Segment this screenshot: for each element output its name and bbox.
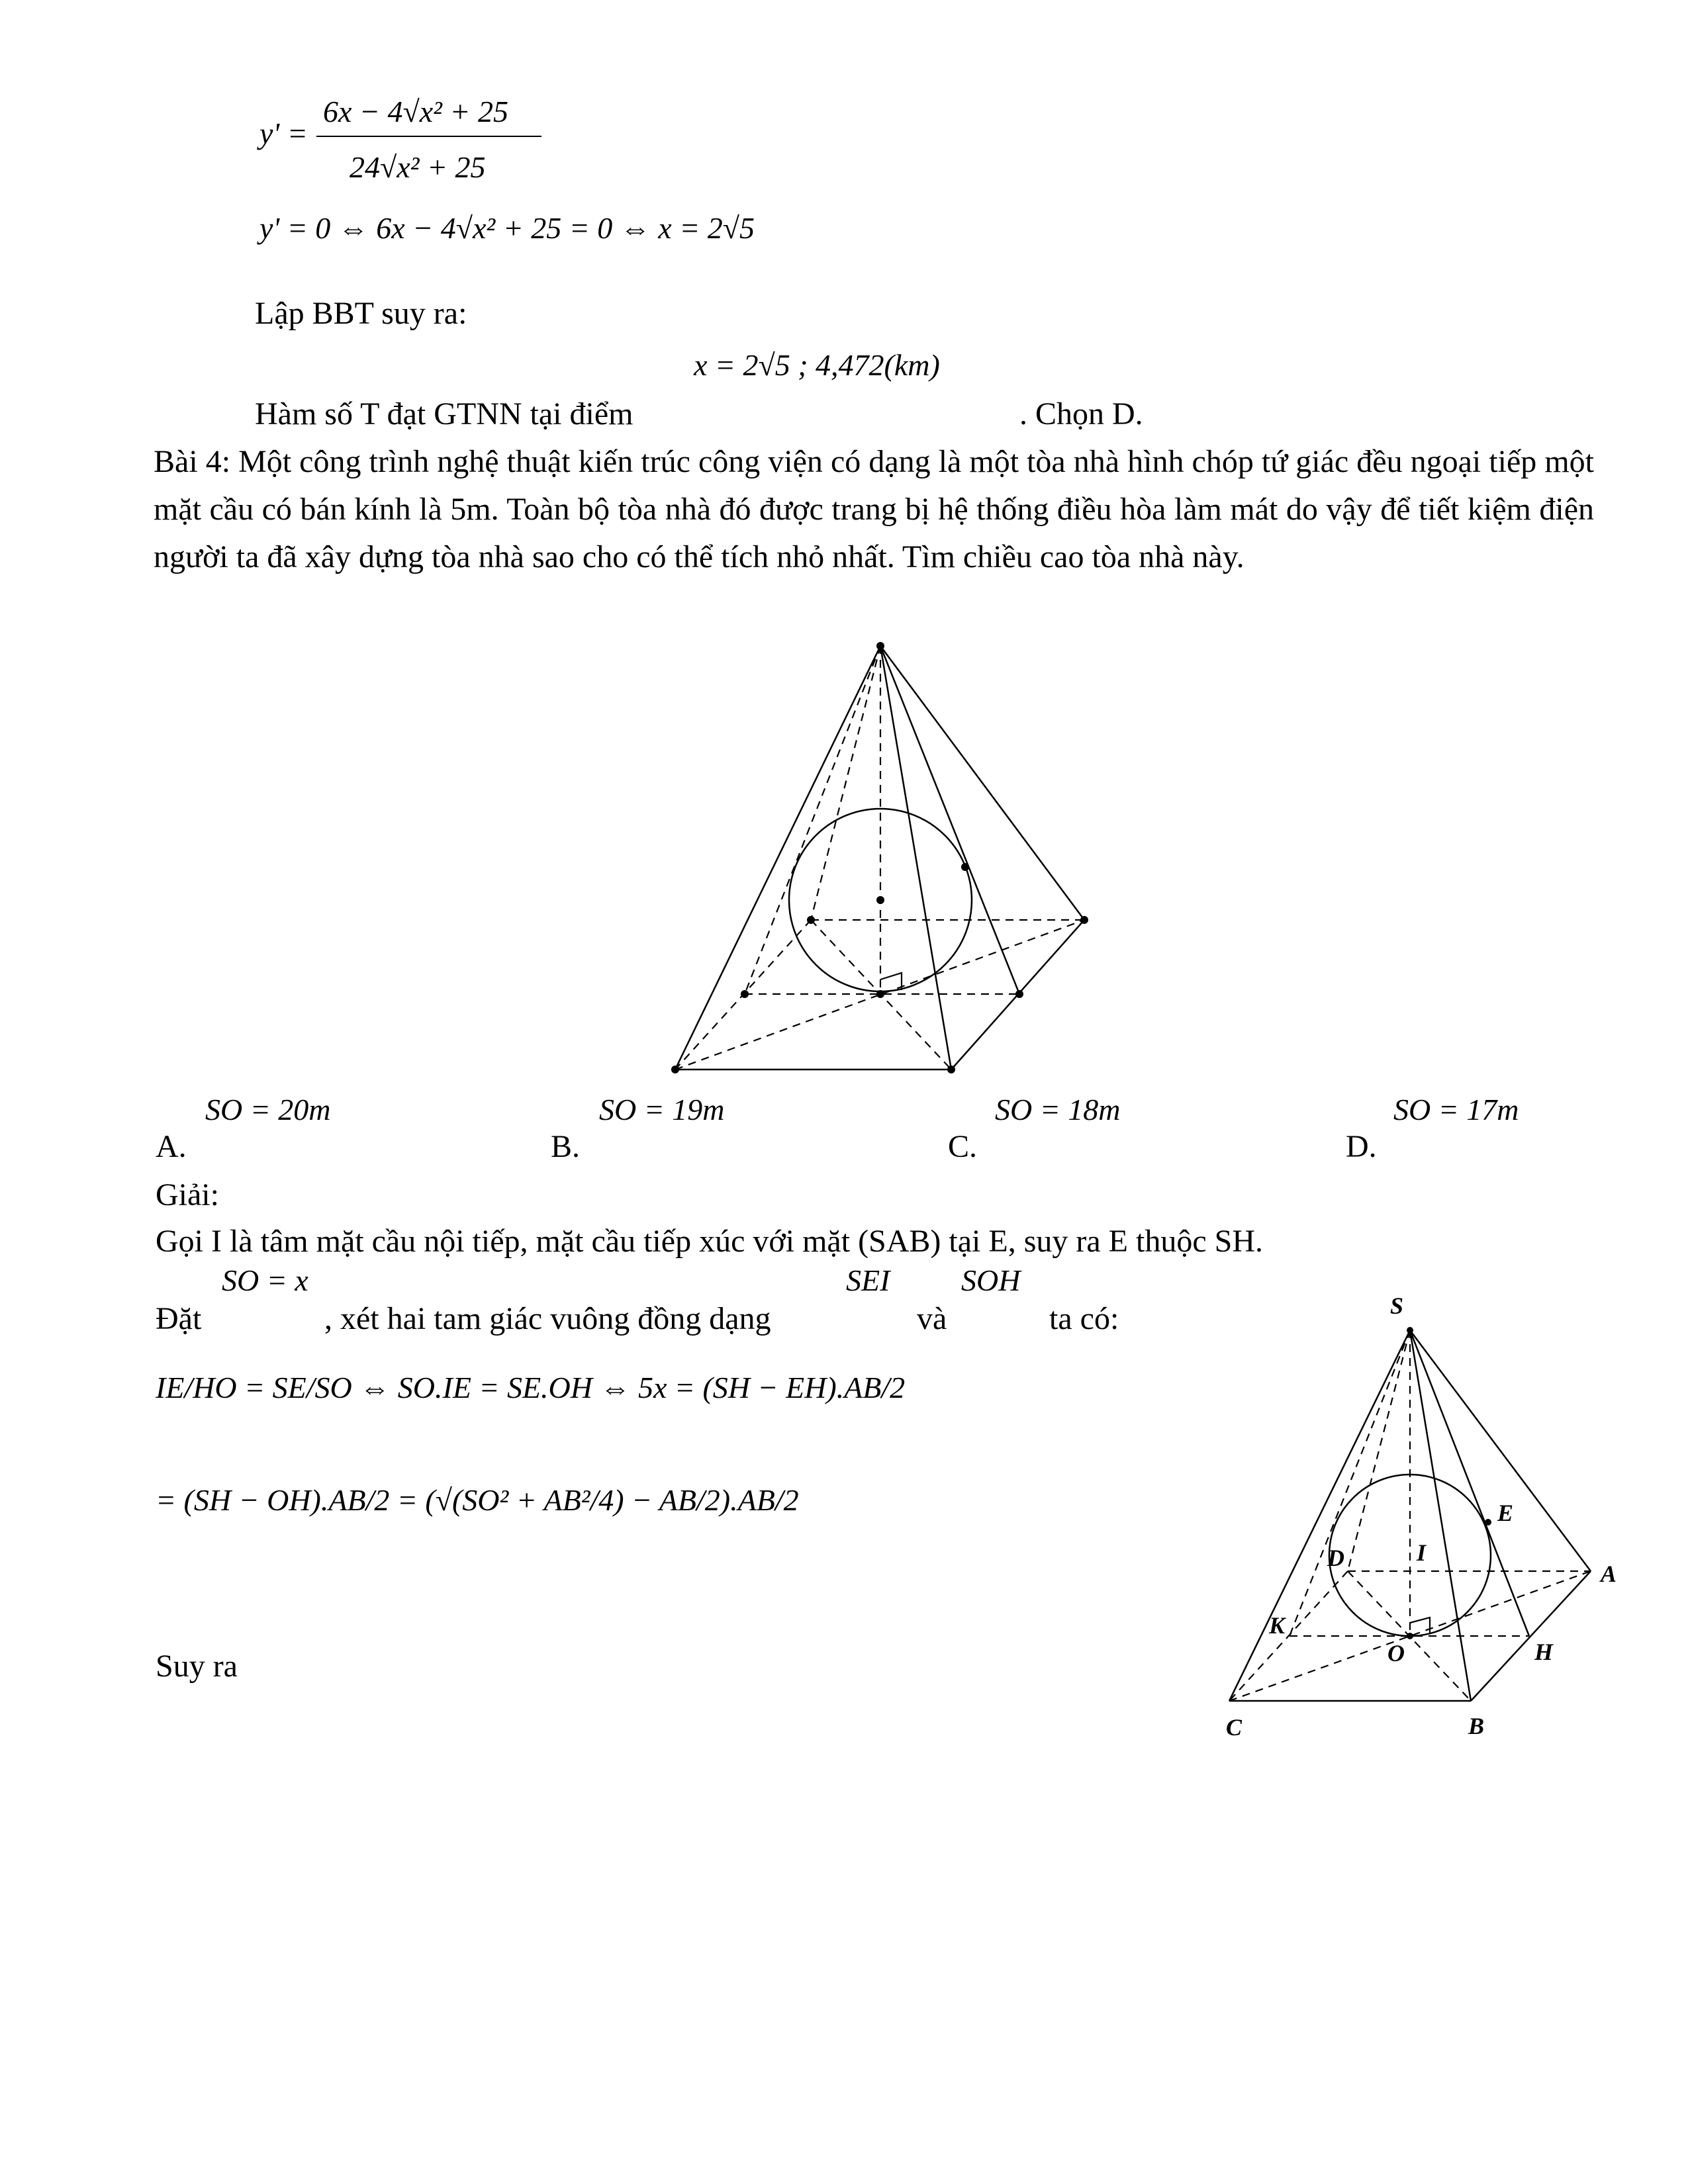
triangle-soh: SOH xyxy=(961,1263,1021,1297)
label-s: S xyxy=(1390,1293,1404,1319)
second-equation: = (SH − OH).AB/2 = (√(SO² + AB²/4) − AB/2).AB/2 xyxy=(156,1483,799,1517)
dat-text: Đặt xyxy=(156,1301,202,1336)
option-b-value: SO = 19m xyxy=(599,1093,725,1126)
x-result: x = 2√5 ; 4,472(km) xyxy=(694,348,940,382)
label-i: I xyxy=(1417,1539,1427,1566)
label-a: A xyxy=(1601,1561,1617,1587)
va-text: và xyxy=(917,1301,947,1336)
label-h: H xyxy=(1534,1639,1554,1665)
yprime-lhs: y' = xyxy=(259,116,308,150)
option-a-letter[interactable]: A. xyxy=(156,1129,187,1164)
lap-bbt-text: Lập BBT suy ra: xyxy=(255,296,467,331)
label-e: E xyxy=(1497,1500,1514,1526)
option-b-letter[interactable]: B. xyxy=(551,1129,581,1164)
option-d-letter[interactable]: D. xyxy=(1346,1129,1377,1164)
option-a-value: SO = 20m xyxy=(205,1093,331,1126)
ratio-equation: IE/HO = SE/SO ⇔ SO.IE = SE.OH ⇔ 5x = (SH − EH).AB/2 xyxy=(156,1371,906,1404)
option-d-value: SO = 17m xyxy=(1393,1093,1519,1126)
label-k: K xyxy=(1269,1612,1286,1639)
taco-text: ta có: xyxy=(1049,1301,1119,1336)
giai-heading: Giải: xyxy=(156,1177,219,1212)
suyra-text: Suy ra xyxy=(156,1649,238,1684)
label-c: C xyxy=(1226,1714,1243,1741)
problem-4-text: Bài 4: Một công trình nghệ thuật kiến trúc công viện có dạng là một tòa nhà hình chóp tứ giác đều ngoại tiếp một mặt cầu có bán kính là 5m. Toàn bộ tòa nhà đó được trang bị hệ thống điều hòa làm mát do vậy để tiết kiệm điện người ta đã xây dựng tòa nhà sao cho có thể tích nhỏ nhất. Tìm chiều cao tòa nhà này. xyxy=(154,444,1594,574)
yprime-denominator: 24√x² + 25 xyxy=(350,150,486,184)
label-b: B xyxy=(1468,1713,1485,1739)
option-c-value: SO = 18m xyxy=(995,1093,1121,1126)
label-d: D xyxy=(1327,1545,1344,1571)
goi-text: Gọi I là tâm mặt cầu nội tiếp, mặt cầu tiếp xúc với mặt (SAB) tại E, suy ra E thuộc SH. xyxy=(156,1224,1263,1259)
yprime-numerator: 6x − 4√x² + 25 xyxy=(323,95,508,128)
yprime-zero-equation: y' = 0 ⇔ 6x − 4√x² + 25 = 0 ⇔ x = 2√5 xyxy=(259,211,755,245)
chon-text: . Chọn D. xyxy=(1019,396,1143,432)
option-c-letter[interactable]: C. xyxy=(948,1129,978,1164)
ham-so-text: Hàm số T đạt GTNN tại điểm xyxy=(255,396,633,432)
so-def: SO = x xyxy=(222,1263,308,1297)
xet-text: , xét hai tam giác vuông đồng dạng xyxy=(324,1301,771,1336)
triangle-sei: SEI xyxy=(846,1263,890,1297)
label-o: O xyxy=(1387,1640,1405,1666)
